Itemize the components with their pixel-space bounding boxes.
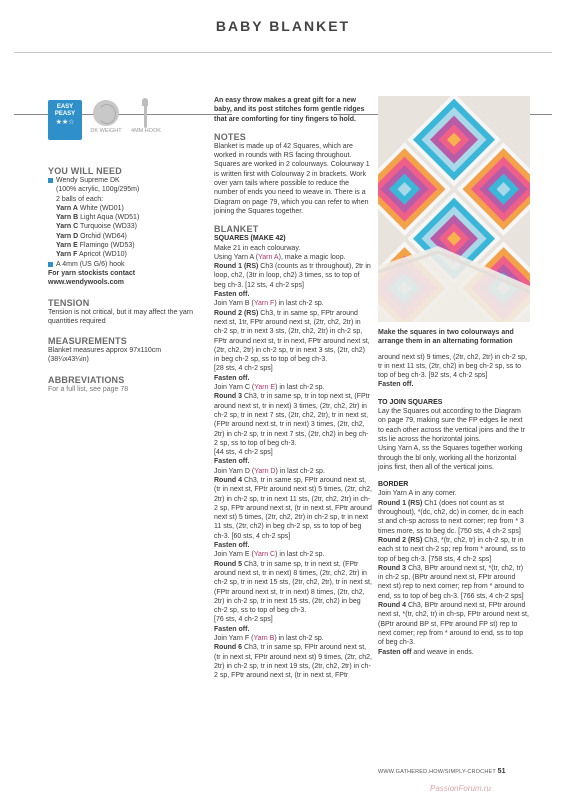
tension-heading: TENSION: [48, 297, 90, 308]
border-round-1: Round 1 (RS) Ch1 (does not count as st throughout), *(dc, ch2, dc) in corner, dc in each st and ch-sp across to next corner; rep from * 3 times more, ss to beg dc. [750 sts, 4 ch-2 sps]: [378, 499, 524, 535]
border-round-4: Round 4 Ch3, BPtr around next st, FPtr around next st, *(tr, ch2, tr) in ch-sp, FPtr around next st, (BPtr around BP st, FPtr around FP st) rep to next corner; rep from * around to end, ss to top of beg ch-3.: [378, 602, 529, 647]
yarn-item: Yarn F Apricot (WD10): [56, 251, 127, 259]
make-text: Make 21 in each colourway.: [214, 244, 301, 252]
join-yarn-e: Join Yarn E (Yarn C) in last ch-2 sp.: [214, 551, 325, 559]
join-yarn-c: Join Yarn C (Yarn E) in last ch-2 sp.: [214, 384, 325, 392]
header-divider: [14, 52, 552, 53]
border-round-3: Round 3 Ch3, BPtr around next st, *(tr, ch2, tr) in ch-2 sp, (BPtr around next st, FPtr around next st) rep to next corner; rep from * around to end, ss to top of beg ch-3. [766 sts, 4 ch-2 sps]: [378, 564, 524, 600]
join-yarn-b: Join Yarn B (Yarn F) in last ch-2 sp.: [214, 300, 324, 308]
easy-peasy-badge: EASY PEASY ★★☆: [48, 100, 82, 140]
yarn-ball-icon: [93, 100, 119, 126]
to-join-squares-heading: TO JOIN SQUARES: [378, 398, 443, 406]
left-column: [48, 96, 208, 394]
measurements-text: Blanket measures approx 97x110cm: [48, 347, 162, 355]
middle-column: [214, 96, 372, 681]
round-4: Round 4 Ch3, tr in same sp, FPtr around next st, (tr in next st, FPtr around next st) 5 times, (2tr, ch2, 2tr) in ch-2 sp, tr in next 11 sts, (2tr, ch2, 2tr) in ch-2 sp, FPtr around next st, (tr in next st, FPtr around next st) 5 times, (2tr, ch2, 2tr) in ch-2 sp, tr in next 11 sts, (2tr, ch2) in beg ch-2 sp, ss to top of beg ch-3. [60 sts, 4 ch-2 sps]: [214, 476, 372, 540]
join-text: Lay the Squares out according to the Diagram on page 79, making sure the FP edges lie next to each other across the vertical joins and the tr sts lie across the horizontal joins.: [378, 408, 526, 443]
notes-heading: NOTES: [214, 131, 247, 142]
join-yarn-d: Join Yarn D (Yarn D) in last ch-2 sp.: [214, 467, 325, 475]
hook-item: A 4mm (US G/6) hook: [48, 260, 208, 269]
border-intro: Join Yarn A in any corner.: [378, 490, 457, 498]
squares-heading: SQUARES (MAKE 42): [214, 235, 286, 243]
yarn-brand: Wendy Supreme DK: [48, 176, 208, 185]
photo-caption: Make the squares in two colourways and arrange them in an alternating formation: [378, 329, 514, 346]
round-6: Round 6 Ch3, tr in same sp, FPtr around next st, (tr in next st, FPtr around next st) 9 times, (2tr, ch2, 2tr) in ch-2 sp, tr in next 19 sts, (2tr, ch2, 2tr) in ch-2 sp, FPtr around next st, (tr in next st, FPtr: [214, 644, 372, 680]
fasten-off: Fasten off.: [214, 542, 250, 550]
round-3-sts: [44 sts, 4 ch-2 sps]: [214, 449, 273, 457]
materials-list: [48, 176, 208, 269]
fasten-off: Fasten off.: [378, 381, 414, 389]
fasten-off: Fasten off.: [214, 625, 250, 633]
watermark: PassionForum.ru: [430, 784, 491, 793]
blanket-photo: [378, 96, 530, 322]
tension-text: Tension is not critical, but it may affect the yarn quantities required: [48, 308, 193, 325]
difficulty-badges: [48, 96, 208, 156]
page-header: [0, 18, 566, 58]
join-yarn-f: Join Yarn F (Yarn B) in last ch-2 sp.: [214, 635, 324, 643]
crochet-hook-icon: [141, 98, 149, 128]
you-will-need-heading: YOU WILL NEED: [48, 166, 122, 176]
fasten-off: Fasten off.: [214, 458, 250, 466]
border-heading: BORDER: [378, 481, 409, 489]
border-round-2: Round 2 (RS) Ch3, *(tr, ch2, tr) in ch-2 sp, tr in each st to next ch-2 sp; rep from * around, ss to top of beg ch-3. [758 sts, 4 ch-2 sps]: [378, 536, 526, 563]
page-footer: [378, 768, 544, 775]
round-5: Round 5 Ch3, tr in same sp, tr in next st, (FPtr around next st, tr in next) 8 times, (2tr, ch2, 2tr) in ch-2 sp, tr in next 15 sts, (2tr, ch2, 2tr), tr in next st, (FPtr around next st, tr in next) 8 times, (2tr, ch2, 2tr) in ch-2 sp, tr in next 15 sts, (2tr, ch2) in beg ch-2 sp, ss to top of beg ch-3.: [214, 560, 372, 615]
page-title: BABY BLANKET: [215, 18, 351, 34]
measurements-imperial: (38¼x43¼in): [48, 356, 89, 364]
notes-text: Blanket is made up of 42 Squares, which are worked in rounds with RS facing throughout. Squares are worked in 2 colourways. Colourway 1 is written first with Colourway 2 in brackets. Work over yarn tails where possible to reduce the number of ends you need to weave in. There is a Diagram on page 79, which you can refer to when joining the Squares together.: [214, 142, 370, 215]
stockists-line: For yarn stockists contact: [48, 269, 136, 277]
yarn-item: Yarn E Flamingo (WD53): [56, 242, 135, 250]
abbreviations-text: For a full list, see page 78: [48, 385, 129, 393]
yarn-item: Yarn A White (WD01): [56, 204, 124, 212]
page-number: 51: [497, 768, 506, 775]
rating-stars-icon: ★★☆: [55, 119, 75, 126]
using-yarn-a: Using Yarn A (Yarn A), make a magic loop.: [214, 253, 346, 261]
right-column: [378, 96, 530, 657]
yarn-item: Yarn D Orchid (WD64): [56, 232, 127, 240]
fasten-off: Fasten off.: [214, 374, 250, 382]
round-3: Round 3 Ch3, tr in same sp, tr in top next st, (FPtr around next st, tr in next) 3 times, (2tr, ch2, 2tr) in ch-2 sp, tr in next 7 sts, (2tr, ch2, 2tr), tr in next st, (FPtr around next st, tr in next) 3 times, (2tr, ch2, 2tr) in ch-2 sp, tr in next 7 sts, (2tr, ch2) in beg ch-2 sp, ss to top of beg ch-3.: [214, 393, 370, 447]
blanket-heading: BLANKET: [214, 224, 259, 235]
stockists-link[interactable]: www.wendywools.com: [48, 279, 124, 287]
yarn-weight-label: DK WEIGHT: [90, 128, 122, 134]
round-6-continued: around next st) 9 times, (2tr, ch2, 2tr) in ch-2 sp, tr in next 11 sts, (2tr, ch2) in beg ch-2 sp, ss to top of beg ch-3. [92 sts, 4 ch-2 sps]: [378, 353, 528, 380]
fasten-off: Fasten off.: [214, 291, 250, 299]
crochet-blanket-image: [378, 96, 530, 322]
yarn-balls: 2 balls of each:: [56, 195, 104, 203]
round-5-sts: [76 sts, 4 ch-2 sps]: [214, 616, 273, 624]
yarn-item: Yarn B Light Aqua (WD51): [56, 214, 140, 222]
round-2-sts: [28 sts, 4 ch-2 sps]: [214, 365, 273, 373]
yarn-item: Yarn C Turquoise (WD33): [56, 223, 137, 231]
yarn-spec: (100% acrylic, 100g/295m): [56, 186, 140, 194]
intro-text: An easy throw makes a great gift for a new baby, and its post stitches form gentle ridges that are comforting for tiny fingers to hold.: [214, 97, 365, 123]
measurements-heading: MEASUREMENTS: [48, 336, 127, 347]
round-1: Round 1 (RS) Ch3 (counts as tr throughout), 2tr in loop, ch2, (3tr in loop, ch2) 3 times, ss to top of beg ch-3. [12 sts, 4 ch-2 sps]: [214, 263, 371, 289]
hook-size-label: 4MM HOOK: [131, 128, 161, 134]
round-2: Round 2 (RS) Ch3, tr in same sp, FPtr around next st, 1tr, FPtr around next st, (2tr, ch2, 2tr) in ch-2 sp, tr in next 3 sts, (2tr, ch2, 2tr) in ch-2 sp, FPtr around next st, tr in next, FPtr around next st, (2tr, ch2, 2tr) in ch-2 sp, tr in next 3 sts, (2tr, ch2) in beg ch-2 sp, ss to top of beg ch-3.: [214, 309, 370, 364]
final-step: Fasten off and weave in ends.: [378, 648, 474, 656]
footer-url[interactable]: WWW.GATHERED.HOW/SIMPLY-CROCHET: [378, 769, 496, 775]
abbreviations-heading: ABBREVIATIONS: [48, 374, 125, 385]
join-text-2: Using Yarn A, ss the Squares together working through the bl only, working all the horizontal joins first, then all of the vertical joins.: [378, 445, 523, 471]
